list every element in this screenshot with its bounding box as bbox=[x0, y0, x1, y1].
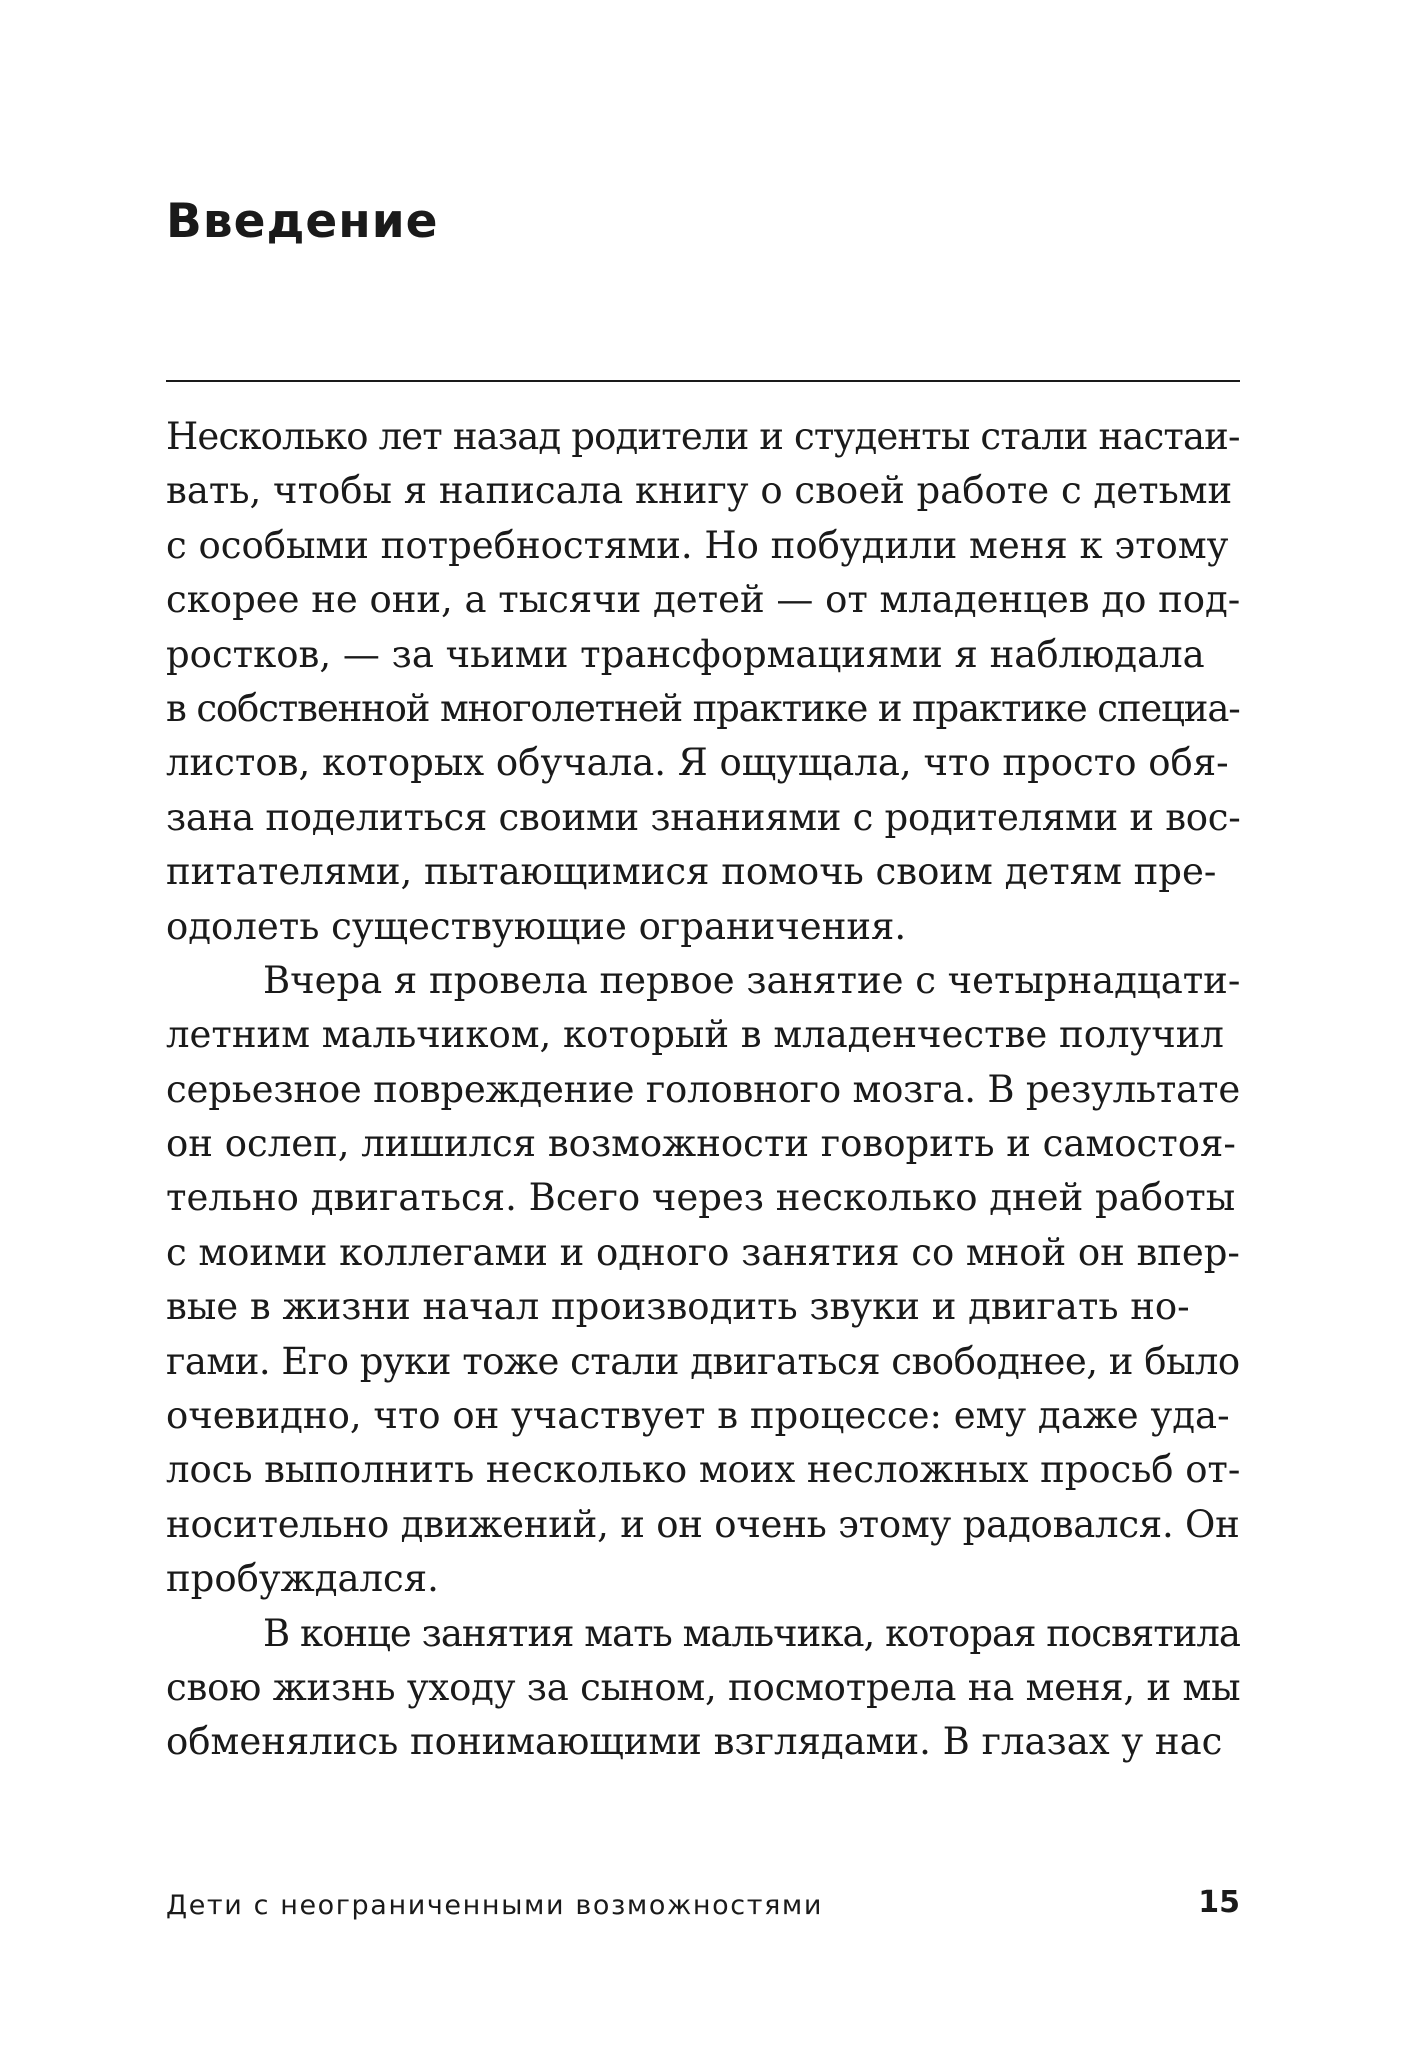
text-line: носительно движений, и он очень этому радовался. Он bbox=[166, 1502, 1240, 1546]
text-line: пробуждался. bbox=[166, 1557, 439, 1601]
text-line: с особыми потребностями. Но побудили меня к этому bbox=[166, 523, 1229, 567]
text-line: листов, которых обучала. Я ощущала, что просто обя- bbox=[166, 741, 1229, 785]
text-line: с моими коллегами и одного занятия со мной он впер- bbox=[166, 1230, 1240, 1274]
page-number: 15 bbox=[1198, 1885, 1240, 1920]
text-line: гами. Его руки тоже стали двигаться свободнее, и было bbox=[166, 1339, 1240, 1383]
title-divider bbox=[166, 380, 1240, 382]
text-line: одолеть существующие ограничения. bbox=[166, 904, 907, 948]
text-line: он ослеп, лишился возможности говорить и самостоя- bbox=[166, 1122, 1236, 1166]
text-line: питателями, пытающимися помочь своим детям пре- bbox=[166, 850, 1217, 894]
text-line: серьезное повреждение головного мозга. В результате bbox=[166, 1067, 1241, 1111]
text-line: Несколько лет назад родители и студенты стали настаи- bbox=[166, 415, 1240, 458]
text-line: зана поделиться своими знаниями с родителями и вос- bbox=[166, 795, 1241, 839]
chapter-title: Введение bbox=[166, 194, 439, 249]
text-line: обменялись понимающими взглядами. В глазах у нас bbox=[166, 1720, 1223, 1764]
text-line: тельно двигаться. Всего через несколько дней работы bbox=[166, 1176, 1236, 1220]
body-text bbox=[166, 410, 1240, 1770]
text-line: в собственной многолетней практике и практике специа- bbox=[166, 686, 1240, 730]
text-line: летним мальчиком, который в младенчестве получил bbox=[166, 1013, 1224, 1057]
text-line: вать, чтобы я написала книгу о своей работе с детьми bbox=[166, 469, 1233, 513]
text-line: В конце занятия мать мальчика, которая посвятила bbox=[263, 1611, 1240, 1655]
text-line: лось выполнить несколько моих несложных просьб от- bbox=[166, 1448, 1241, 1492]
text-line: очевидно, что он участвует в процессе: ему даже уда- bbox=[166, 1394, 1230, 1438]
text-line: свою жизнь уходу за сыном, посмотрела на меня, и мы bbox=[166, 1665, 1241, 1709]
text-line: вые в жизни начал производить звуки и двигать но- bbox=[166, 1285, 1190, 1329]
text-line: Вчера я провела первое занятие с четырнадцати- bbox=[263, 958, 1241, 1002]
running-footer-book-title: Дети с неограниченными возможностями bbox=[166, 1890, 824, 1921]
text-line: скорее не они, а тысячи детей — от младенцев до под- bbox=[166, 578, 1241, 622]
text-line: ростков, — за чьими трансформациями я наблюдала bbox=[166, 632, 1205, 676]
